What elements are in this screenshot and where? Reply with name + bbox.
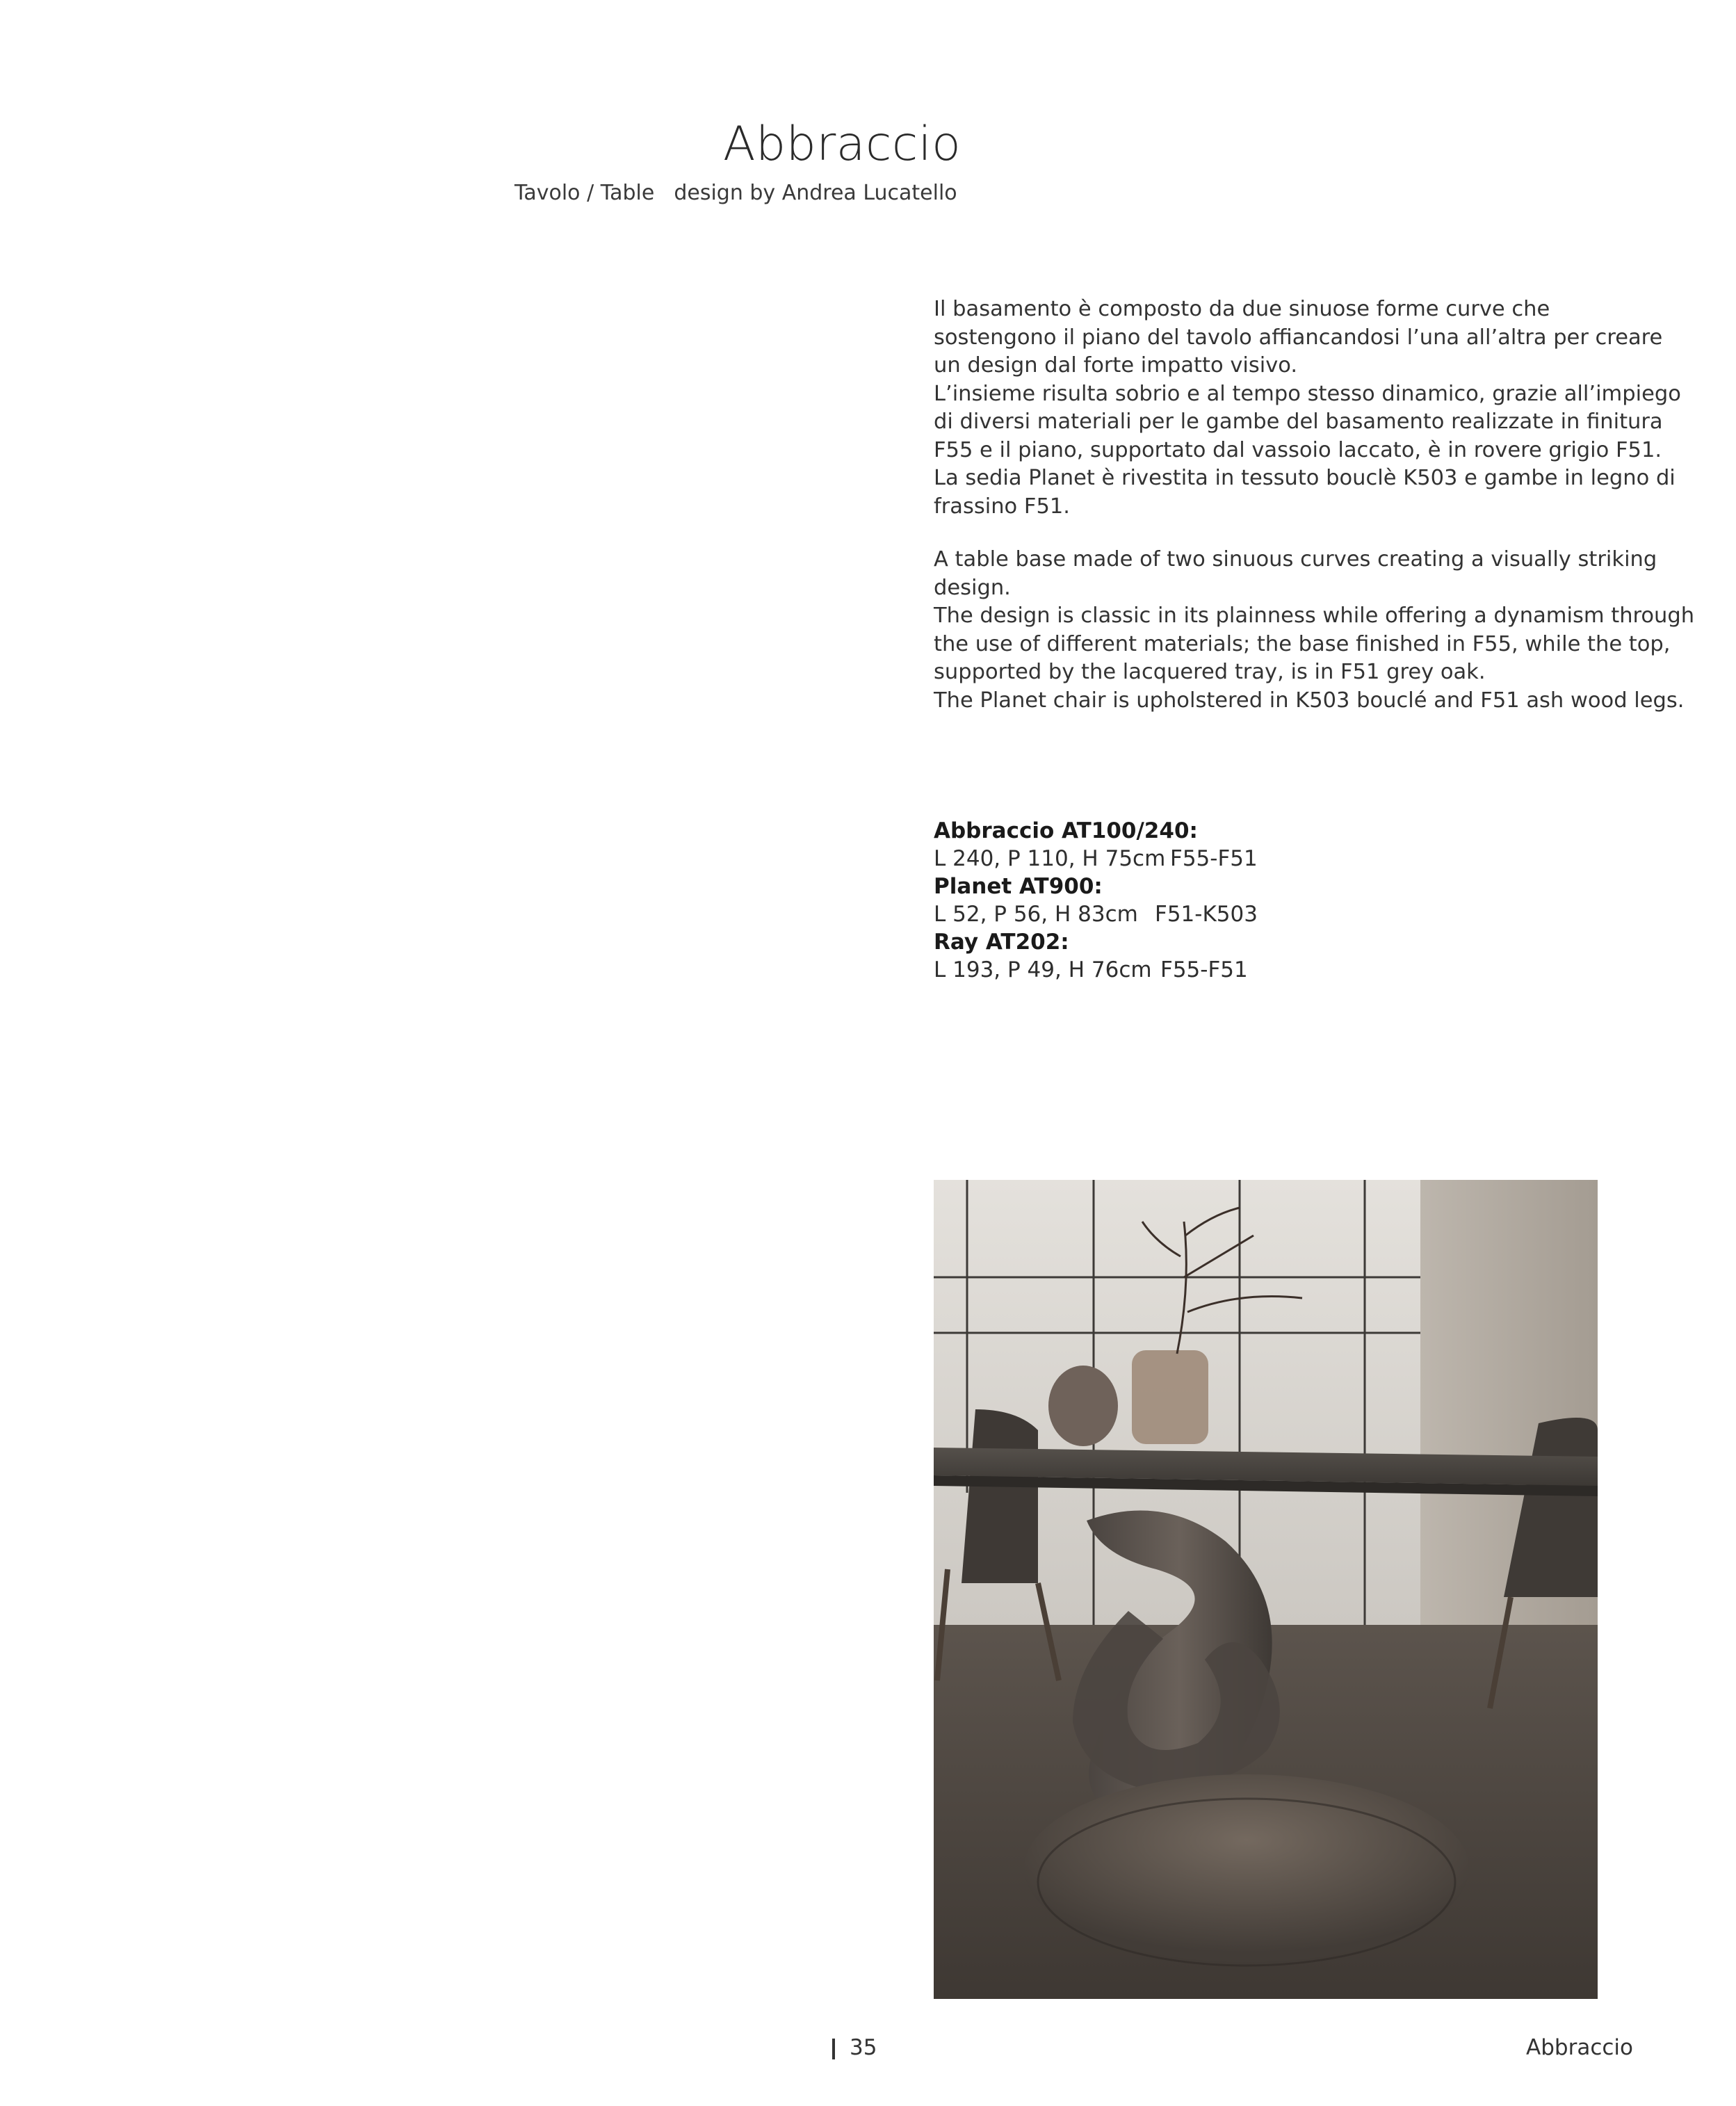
spec-line: [934, 845, 1258, 873]
footer-divider: [832, 2039, 835, 2059]
spec-name: Planet AT900:: [934, 874, 1103, 899]
spec-finish: F51-K503: [1155, 902, 1258, 927]
footer-label: Abbraccio: [1526, 2035, 1633, 2060]
description-line: The Planet chair is upholstered in K503 bouclé and F51 ash wood legs.: [934, 688, 1685, 713]
description-line: di diversi materiali per le gambe del basamento realizzate in finitura: [934, 410, 1663, 434]
description-line: A table base made of two sinuous curves creating a visually striking: [934, 547, 1657, 572]
description-line: sostengono il piano del tavolo affiancandosi l’una all’altra per creare: [934, 325, 1663, 350]
description-line: F55 e il piano, supportato dal vassoio laccato, è in rovere grigio F51.: [934, 437, 1662, 462]
product-type: Tavolo / Table: [514, 181, 655, 205]
spec-finish: F55-F51: [1160, 957, 1248, 982]
description-line: frassino F51.: [934, 494, 1070, 519]
description-italian: [934, 295, 1681, 521]
spec-line: [934, 900, 1258, 928]
description-line: supported by the lacquered tray, is in F51 grey oak.: [934, 660, 1486, 684]
spec-dimensions: L 240, P 110, H 75cm: [934, 846, 1166, 871]
page-number: 35: [850, 2035, 877, 2060]
spec-dimensions: L 52, P 56, H 83cm: [934, 902, 1138, 927]
description-line: L’insieme risulta sobrio e al tempo stesso dinamico, grazie all’impiego: [934, 381, 1681, 406]
page-title: Abbraccio: [723, 117, 962, 172]
description-line: Il basamento è composto da due sinuose forme curve che: [934, 297, 1550, 321]
description-line: La sedia Planet è rivestita in tessuto bouclè K503 e gambe in legno di: [934, 466, 1676, 490]
product-photo-illustration: [934, 1180, 1598, 1999]
designer-credit: design by Andrea Lucatello: [674, 181, 957, 205]
spec-name: Abbraccio AT100/240:: [934, 818, 1198, 843]
product-specs: [934, 817, 1258, 984]
spec-dimensions: L 193, P 49, H 76cm: [934, 957, 1152, 982]
description-line: un design dal forte impatto visivo.: [934, 353, 1298, 378]
spec-name: Ray AT202:: [934, 930, 1069, 955]
subtitle: [514, 181, 957, 205]
description-english: [934, 546, 1695, 715]
product-photo: [934, 1180, 1598, 1999]
description-line: The design is classic in its plainness while offering a dynamism through: [934, 604, 1695, 628]
description-line: design.: [934, 575, 1011, 600]
description-line: the use of different materials; the base finished in F55, while the top,: [934, 631, 1671, 656]
spec-line: [934, 956, 1258, 984]
spec-finish: F55-F51: [1170, 846, 1258, 871]
